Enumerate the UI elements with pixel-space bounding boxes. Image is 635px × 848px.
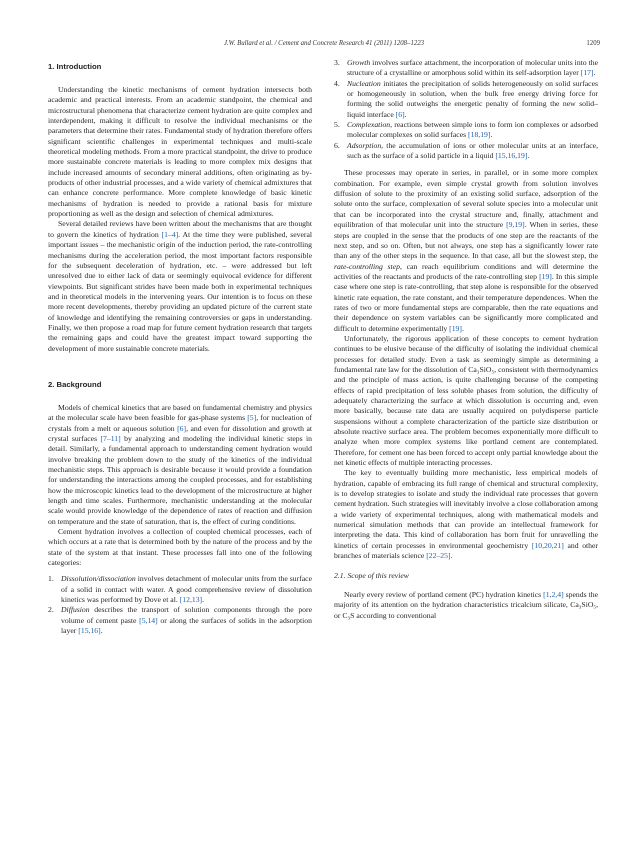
citation-link[interactable]: [19] — [449, 323, 462, 333]
list-item: 1. Dissolution/dissociation involves detachment of molecular units from the surface of a solid in contact with water. A good comprehensive review of dissolution kinetics was performed by Dove et al. [12,13]. — [48, 574, 312, 605]
citation-link[interactable]: [1,2,4] — [543, 589, 564, 599]
citation-link[interactable]: [18,19] — [468, 130, 491, 140]
citation-link[interactable]: [1–4] — [161, 229, 179, 239]
process-list-right — [334, 58, 598, 161]
citation-link[interactable]: [22–25] — [426, 551, 451, 561]
background-paragraph-3: These processes may operate in series, in parallel, or in some more complex combination. For example, even simple crystal growth from solution involves diffusion of solute to the proximity of an existing solid surface, adsorption of the solute onto the surface, complexation of several solute species into a molecular unit that can be incorporated into the crystal structure and, finally, attachment and equilibration of that molecular unit into the structure [9,19]. When in series, these steps are coupled in the sense that the products of one step are the reactants of the next step, and so on. Often, but not always, one step has a significantly lower rate than any of the other steps in the sequence. In that case, all but the slowest step, the rate-controlling step, can reach equilibrium conditions and will determine the activities of the reactants and products of the rate-controlling step [19]. In this simple case where one step is rate-controlling, that step alone is responsible for the observed kinetic rate equation, the rate constant, and their temperature dependences. When the rates of two or more fundamental steps are comparable, then the rate equations and their dependence on system variables can be significantly more complicated and difficult to determine experimentally [19]. — [334, 168, 598, 333]
intro-paragraph-1: Understanding the kinetic mechanisms of cement hydration intersects both academic and practical interests. From an academic standpoint, the chemical and microstructural phenomena that characterize cement hydration are quite complex and interdependent, making it difficult to resolve the individual mechanisms or the parameters that determine their rates. Fundamental study of hydration therefore offers significant scientific challenges in experimental techniques and multi-scale theoretical modeling methods. From a more practical standpoint, the drive to produce more sustainable concrete materials is leading to more complex mix designs that include increased amounts of secondary mineral additions, often originating as by-products of other industrial processes, and a wide variety of chemical admixtures that can enhance concrete performance. More complete knowledge of basic kinetic mechanisms of hydration is needed to provide a rational basis for mixture proportioning as well as the design and selection of chemical admixtures. — [48, 85, 312, 219]
intro-paragraph-2: Several detailed reviews have been written about the mechanisms that are thought to govern the kinetics of hydration [1–4]. At the time they were published, several important issues – the mechanistic origin of the induction period, the rate-controlling mechanisms during the acceleration period, the most important factors responsible for the subsequent deceleration of hydration, etc. – were addressed but left unresolved due to either lack of data or seemingly equivocal evidence for different viewpoints. But significant strides have been made both in experimental techniques and in theoretical models in the intervening years. Our intention is to focus on these more recent developments, thereby providing an updated picture of the current state of knowledge and identifying the remaining controversies or gaps in understanding. Finally, we then propose a road map for future cement hydration research that targets the remaining gaps and could have the greatest impact toward supporting the development of more sustainable concrete materials. — [48, 219, 313, 353]
citation-link[interactable]: [17] — [580, 68, 594, 78]
citation-link[interactable]: [7–11] — [100, 433, 121, 443]
list-item: 5. Complexation, reactions between simple ions to form ion complexes or adsorbed molecular complexes on solid surfaces [18,19]. — [334, 120, 598, 140]
list-item: 2. Diffusion describes the transport of solution components through the pore volume of cement paste [5,14] or along the surfaces of solids in the adsorption layer [15,16]. — [48, 605, 312, 636]
citation-link[interactable]: [19] — [539, 271, 552, 281]
background-paragraph-1: Models of chemical kinetics that are based on fundamental chemistry and physics at the molecular scale have been feasible for gas-phase systems [5], for nucleation of crystals from a melt or aqueous solution [6], and even for dissolution and growth at crystal surfaces [7–11] by analyzing and modeling the individual kinetic steps in detail. Similarly, a fundamental approach to understanding cement hydration would involve breaking the problem down to the study of the kinetics of the individual mechanistic steps. This approach is desirable because it would provide a foundation for understanding the interactions among the coupled processes, and for establishing how the microscopic kinetics lead to the development of the microstructure at higher length and time scales. Furthermore, mechanistic understanding at the molecular scale would provide knowledge of the dependence of rates of reaction and diffusion on temperature and the state of saturation, that is, the effect of curing conditions. — [48, 402, 313, 526]
background-paragraph-4: Unfortunately, the rigorous application of these concepts to cement hydration continues to be elusive because of the difficulty of isolating the individual chemical processes for detailed study. Even a task as seemingly simple as determining a fundamental rate law for the dissolution of Ca₃SiO₅, consistent with thermodynamics and the principle of mass action, is quite challenging because of the competing effects of rapid precipitation of less soluble phases from solution, the difficulty of adequately characterizing the surface at which dissolution is occurring and, even more basically, because rate data are usually acquired on polydisperse particle suspensions without a complete characterization of the particle size distribution or absolute reactive surface area. The problem becomes exponentially more difficult to analyze when more complex systems like portland cement are contemplated. Therefore, for cement one has been forced to accept only partial knowledge about the net kinetic effects of multiple interacting processes. — [334, 333, 598, 468]
left-column — [48, 58, 312, 637]
citation-link[interactable]: [5,14] — [139, 615, 158, 625]
process-list-left — [48, 574, 312, 636]
list-item: 6. Adsorption, the accumulation of ions or other molecular units at an interface, such as the surface of a solid particle in a liquid [15,16,19]. — [334, 140, 598, 161]
background-paragraph-2: Cement hydration involves a collection of coupled chemical processes, each of which occurs at a rate that is determined both by the nature of the process and by the state of the system at that instant. These processes fall into one of the following categories: — [48, 527, 312, 568]
citation-link[interactable]: [5] — [247, 413, 257, 423]
citation-link[interactable]: [6] — [395, 109, 405, 119]
citation-link[interactable]: [15,16] — [78, 626, 101, 636]
citation-link[interactable]: [12,13] — [179, 595, 203, 605]
subsection-heading-scope: 2.1. Scope of this review — [334, 570, 409, 580]
scope-paragraph-1: Nearly every review of portland cement (PC) hydration kinetics [1,2,4] spends the majority of its attention on the hydration characteristics tricalcium silicate, Ca₃SiO₅, or C₃S according to conventional — [334, 589, 598, 620]
running-head: J.W. Bullard et al. / Cement and Concrete Research 41 (2011) 1208–1223 — [223, 40, 425, 47]
right-column — [334, 58, 598, 621]
citation-link[interactable]: [6] — [177, 423, 187, 433]
list-item: 3. Growth involves surface attachment, the incorporation of molecular units into the structure of a crystalline or amorphous solid within its self-adsorption layer [17]. — [334, 58, 598, 78]
citation-link[interactable]: [9,19] — [506, 220, 525, 230]
citation-link[interactable]: [15,16,19] — [495, 151, 528, 161]
citation-link[interactable]: [10,20,21] — [531, 540, 564, 550]
page-number: 1209 — [586, 40, 600, 47]
section-heading-background: 2. Background — [48, 379, 102, 389]
section-heading-introduction: 1. Introduction — [48, 62, 102, 71]
list-item: 4. Nucleation initiates the precipitation of solids heterogeneously on solid surfaces or homogeneously in solution, when the bulk free energy driving force for forming the solid outweighs the energetic penalty of forming the new solid–liquid interface [6]. — [334, 78, 598, 119]
background-paragraph-5: The key to eventually building more mechanistic, less empirical models of hydration, capable of embracing its full range of chemical and structural complexity, is to develop strategies to isolate and study the individual rate processes that govern cement hydration. Such strategies will inevitably involve a close collaboration among a wide variety of experimental techniques, along with mathematical models and numerical simulation methods that can provide an intellectual framework for interpreting the data. This kind of collaboration has born fruit for unravelling the kinetics of certain processes in environmental geochemistry [10,20,21] and other branches of materials science [22–25]. — [334, 468, 598, 561]
